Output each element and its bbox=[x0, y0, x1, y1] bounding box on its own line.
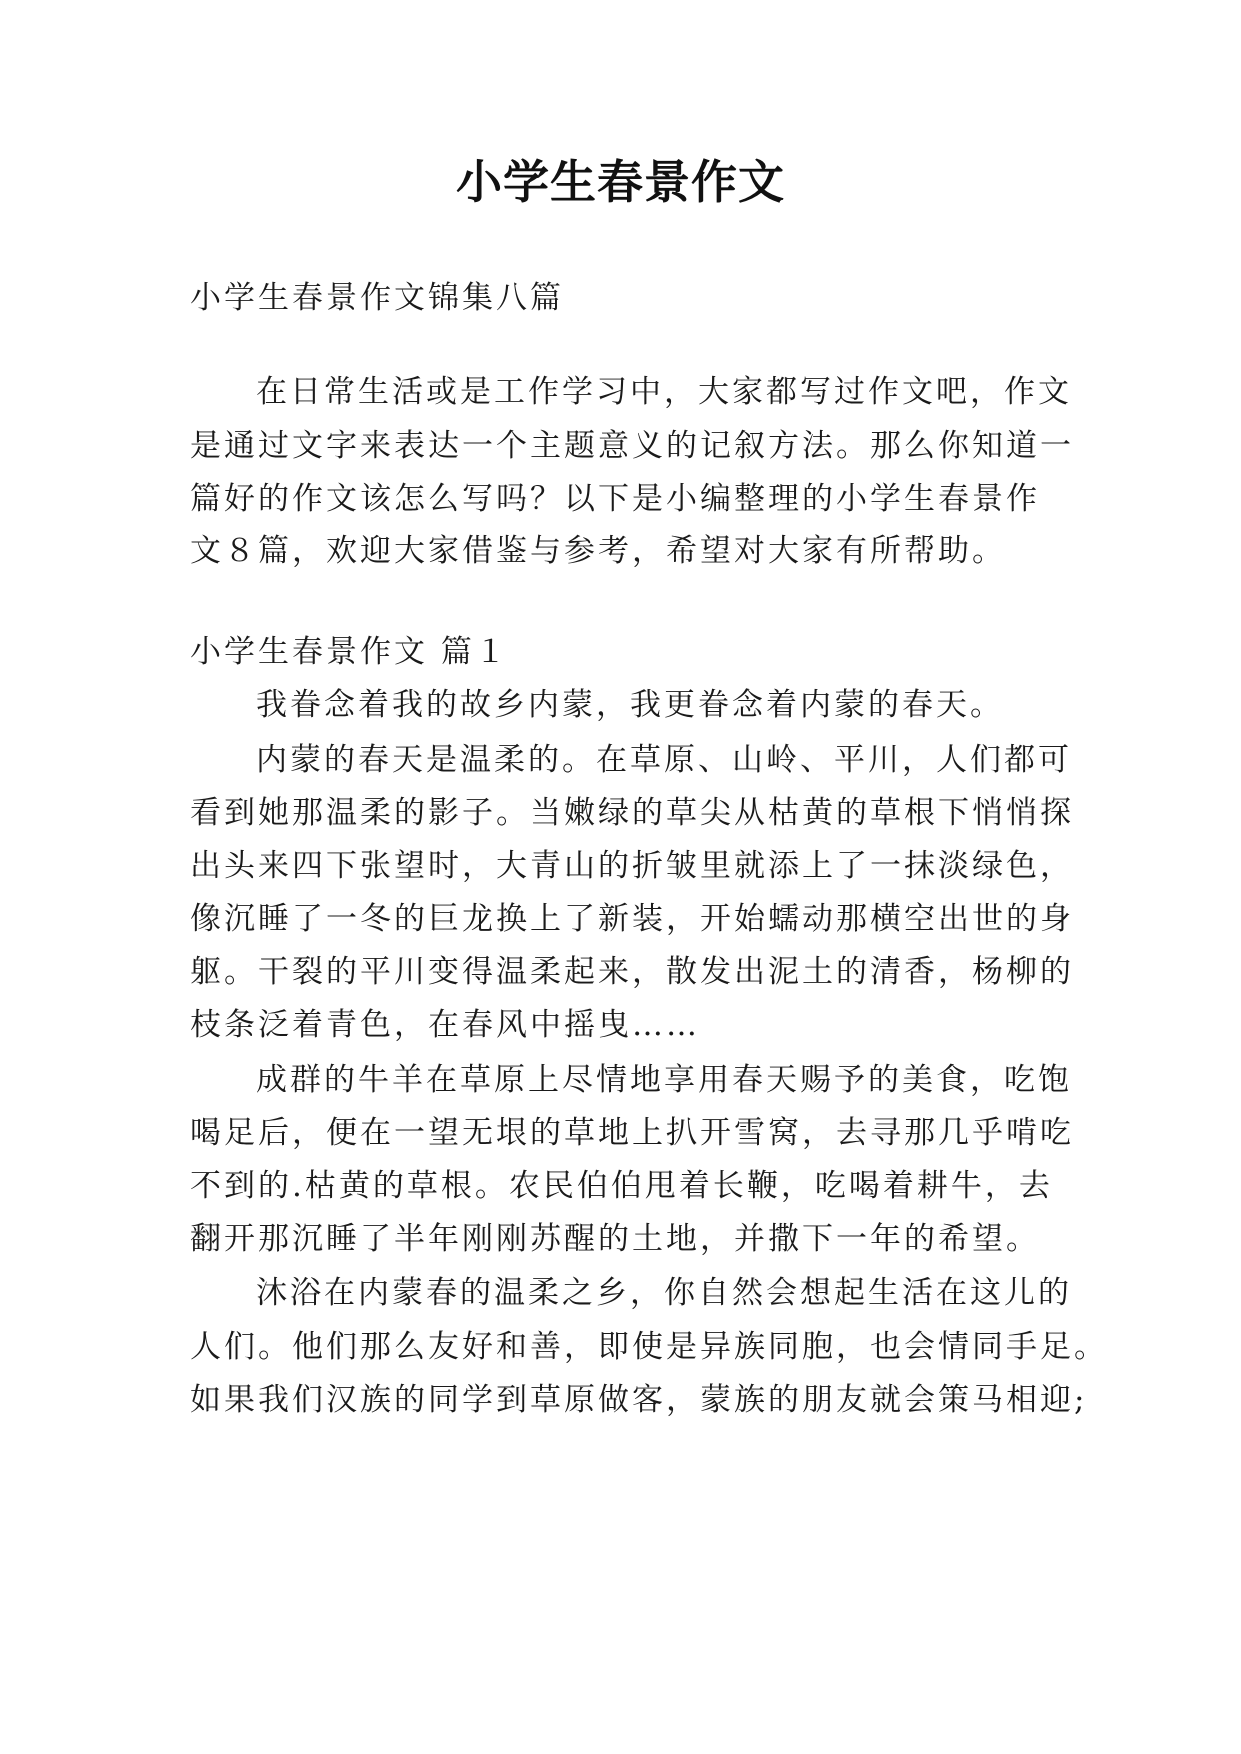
body-line: 不到的.枯黄的草根。农民伯伯甩着长鞭，吃喝着耕牛，去 bbox=[190, 1168, 1053, 1204]
body-line: 如果我们汉族的同学到草原做客，蒙族的朋友就会策马相迎; bbox=[190, 1382, 1088, 1418]
body-line: 出头来四下张望时，大青山的折皱里就添上了一抹淡绿色， bbox=[190, 848, 1074, 884]
intro-line: 在日常生活或是工作学习中，大家都写过作文吧，作文 bbox=[256, 374, 1072, 410]
intro-line: 是通过文字来表达一个主题意义的记叙方法。那么你知道一 bbox=[190, 428, 1074, 464]
body-line: 人们。他们那么友好和善，即使是异族同胞，也会情同手足。 bbox=[190, 1329, 1108, 1365]
body-line: 躯。干裂的平川变得温柔起来，散发出泥土的清香，杨柳的 bbox=[190, 954, 1074, 990]
document-title: 小学生春景作文 bbox=[456, 155, 785, 209]
body-line: 像沉睡了一冬的巨龙换上了新装，开始蠕动那横空出世的身 bbox=[190, 901, 1074, 937]
body-line: 内蒙的春天是温柔的。在草原、山岭、平川，人们都可 bbox=[256, 742, 1072, 778]
intro-line: 文８篇，欢迎大家借鉴与参考，希望对大家有所帮助。 bbox=[190, 533, 1006, 569]
body-line: 成群的牛羊在草原上尽情地享用春天赐予的美食，吃饱 bbox=[256, 1062, 1072, 1098]
body-line: 沐浴在内蒙春的温柔之乡，你自然会想起生活在这儿的 bbox=[256, 1275, 1072, 1311]
body-line: 枝条泛着青色，在春风中摇曳…… bbox=[190, 1007, 700, 1043]
body-line: 看到她那温柔的影子。当嫩绿的草尖从枯黄的草根下悄悄探 bbox=[190, 795, 1074, 831]
intro-line: 篇好的作文该怎么写吗？以下是小编整理的小学生春景作 bbox=[190, 481, 1040, 517]
body-line: 喝足后，便在一望无垠的草地上扒开雪窝，去寻那几乎啃吃 bbox=[190, 1115, 1074, 1151]
section-heading: 小学生春景作文 篇１ bbox=[190, 634, 509, 670]
body-line: 翻开那沉睡了半年刚刚苏醒的土地，并撒下一年的希望。 bbox=[190, 1221, 1040, 1257]
body-line: 我眷念着我的故乡内蒙，我更眷念着内蒙的春天。 bbox=[256, 687, 1004, 723]
document-subtitle: 小学生春景作文锦集八篇 bbox=[190, 280, 564, 316]
